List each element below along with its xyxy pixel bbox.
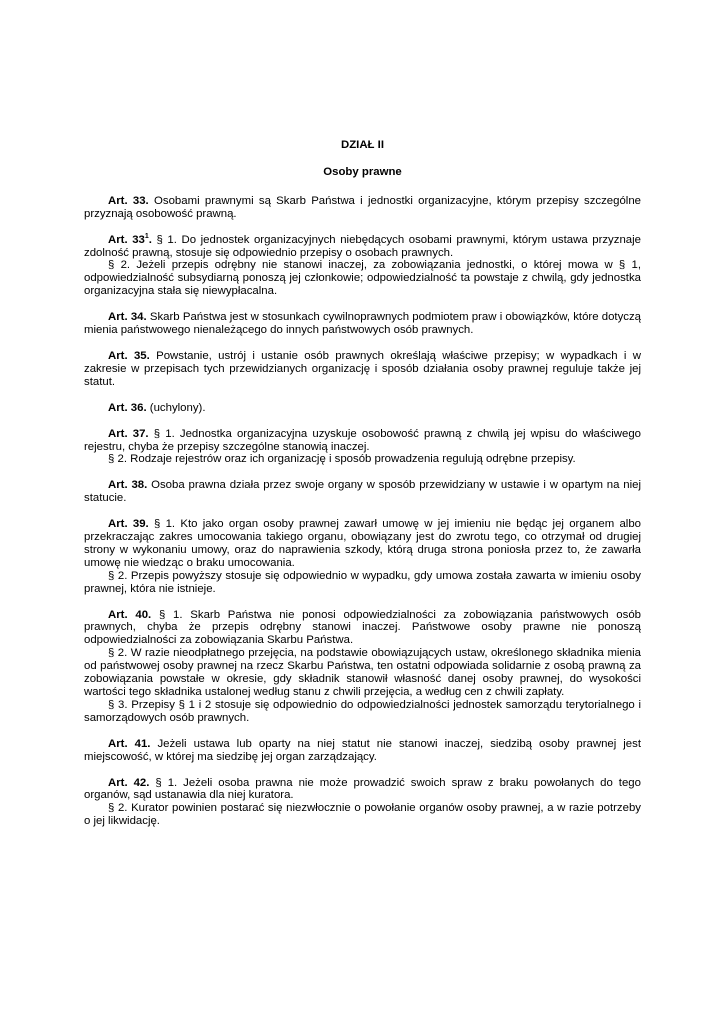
section-title: Osoby prawne [323,165,402,178]
article-label: Art. 39. [108,518,149,531]
article-paragraph [84,777,641,803]
article-38 [84,479,641,505]
article-35 [84,350,641,389]
article-paragraph [84,402,641,415]
article-text: § 1. Jeżeli osoba prawna nie może prowadzić swoich spraw z braku powołanych do tego organów, sąd ustanawia dla niej kuratora. [84,776,641,802]
article-paragraph [84,350,641,389]
article-paragraph [84,311,641,337]
spacer [84,764,641,777]
article-33-1 [84,234,641,299]
document-page [84,139,641,828]
article-text: Osobami prawnymi są Skarb Państwa i jednostki organizacyjne, którym przepisy szczególne przyznają osobowość prawną. [84,194,642,220]
article-paragraph: § 2. Przepis powyższy stosuje się odpowiednio w wypadku, gdy umowa została zawarta w imieniu osoby prawnej, która nie istnieje. [84,569,641,595]
article-39 [84,518,641,595]
article-label-suffix: . [148,233,152,246]
article-paragraph: § 2. Kurator powinien postarać się niezwłocznie o powołanie organów osoby prawnej, a w razie potrzeby o jej likwidację. [84,802,641,828]
article-42 [84,777,641,829]
spacer [84,466,641,479]
article-paragraph [84,738,641,764]
spacer [84,337,641,350]
article-label [108,234,152,246]
article-paragraph [84,428,641,454]
article-paragraph [84,479,641,505]
article-label: Art. 41. [108,737,151,750]
article-paragraph [84,518,641,570]
article-label: Art. 33. [108,194,149,207]
article-text: § 1. Kto jako organ osoby prawnej zawarł umowę w jej imieniu nie będąc jej organem albo przekraczając zakres umocowania takiego organu, obowiązany jest do zwrotu tego, co otrzymał od drugiej strony w wykonaniu umowy, oraz do naprawienia szkody, którą druga strona poniosła przez to, że zawarła umowę nie wiedząc o braku umocowania. [84,518,641,569]
article-label-superscript: 1 [144,232,149,240]
article-41 [84,738,641,764]
spacer [84,415,641,428]
article-paragraph: § 3. Przepisy § 1 i 2 stosuje się odpowiednio do odpowiedzialności jednostek samorządu terytorialnego i samorządowych osób prawnych. [84,698,641,724]
article-text: § 1. Jednostka organizacyjna uzyskuje osobowość prawną z chwilą jej wpisu do właściwego rejestru, chyba że przepisy szczególne stanowią inaczej. [84,427,642,453]
article-text: Jeżeli ustawa lub oparty na niej statut nie stanowi inaczej, siedzibą osoby prawnej jest miejscowość, w której ma siedzibę jej organ zarządzający. [84,737,641,763]
spacer [84,505,641,518]
article-label-text: Art. 33 [108,233,145,246]
section-heading: DZIAŁ II [340,139,385,151]
article-label: Art. 34. [108,311,147,324]
article-paragraph [84,195,641,221]
article-label: Art. 38. [108,479,148,492]
article-paragraph [84,609,641,648]
article-label: Art. 36. [108,401,147,414]
article-paragraph: § 2. W razie nieodpłatnego przejęcia, na podstawie obowiązujących ustaw, określonego składnika mienia od państwowej osoby prawnej na rzecz Skarbu Państwa, ten ostatni odpowiada solidarnie z osobą prawną za zobowiązania powstałe w okresie, gdy składnik stanowił własność danej osoby prawnej, do wysokości wartości tego składnika ustalonej według stanu z chwili przejęcia, a według cen z chwili zapłaty. [84,647,641,698]
article-text: § 1. Do jednostek organizacyjnych niebędących osobami prawnymi, którym ustawa przyznaje zdolność prawną, stosuje się odpowiednio przepisy o osobach prawnych. [84,233,641,259]
article-34 [84,311,641,337]
article-37 [84,428,641,467]
article-paragraph: § 2. Jeżeli przepis odrębny nie stanowi inaczej, za zobowiązania jednostki, o której mowa w § 1, odpowiedzialność subsydiarną ponoszą jej członkowie; odpowiedzialność ta powstaje z chwilą, gdy jednostka organizacyjna stała się niewypłacalna. [84,259,641,298]
article-label: Art. 35. [108,349,150,362]
article-label: Art. 42. [108,776,150,789]
article-33 [84,195,641,221]
spacer [84,596,641,609]
spacer [84,298,641,311]
article-text: Skarb Państwa jest w stosunkach cywilnoprawnych podmiotem praw i obowiązków, które dotyczą mienia państwowego nienależącego do innych państwowych osób prawnych. [84,311,642,337]
article-paragraph: § 2. Rodzaje rejestrów oraz ich organizację i sposób prowadzenia regulują odrębne przepisy. [108,453,576,466]
article-36 [84,402,641,415]
article-text: Osoba prawna działa przez swoje organy w sposób przewidziany w ustawie i w opartym na niej statucie. [84,479,641,505]
article-text: (uchylony). [149,401,206,414]
article-label: Art. 40. [108,608,152,621]
spacer [84,179,641,195]
spacer [84,221,641,234]
article-text: § 1. Skarb Państwa nie ponosi odpowiedzialności za zobowiązania państwowych osób prawnych, chyba że przepis odrębny stanowi inaczej. Państwowe osoby prawne nie ponoszą odpowiedzialności za zobowiązania Skarbu Państwa. [84,608,641,647]
spacer [84,725,641,738]
article-text: Powstanie, ustrój i ustanie osób prawnych określają właściwe przepisy; w wypadkach i w zakresie w przepisach tych przewidzianych organizację i sposób działania osoby prawnej reguluje także jej statut. [84,349,641,388]
spacer [84,389,641,402]
article-40 [84,609,641,725]
article-paragraph [84,234,641,260]
article-label: Art. 37. [108,427,149,440]
